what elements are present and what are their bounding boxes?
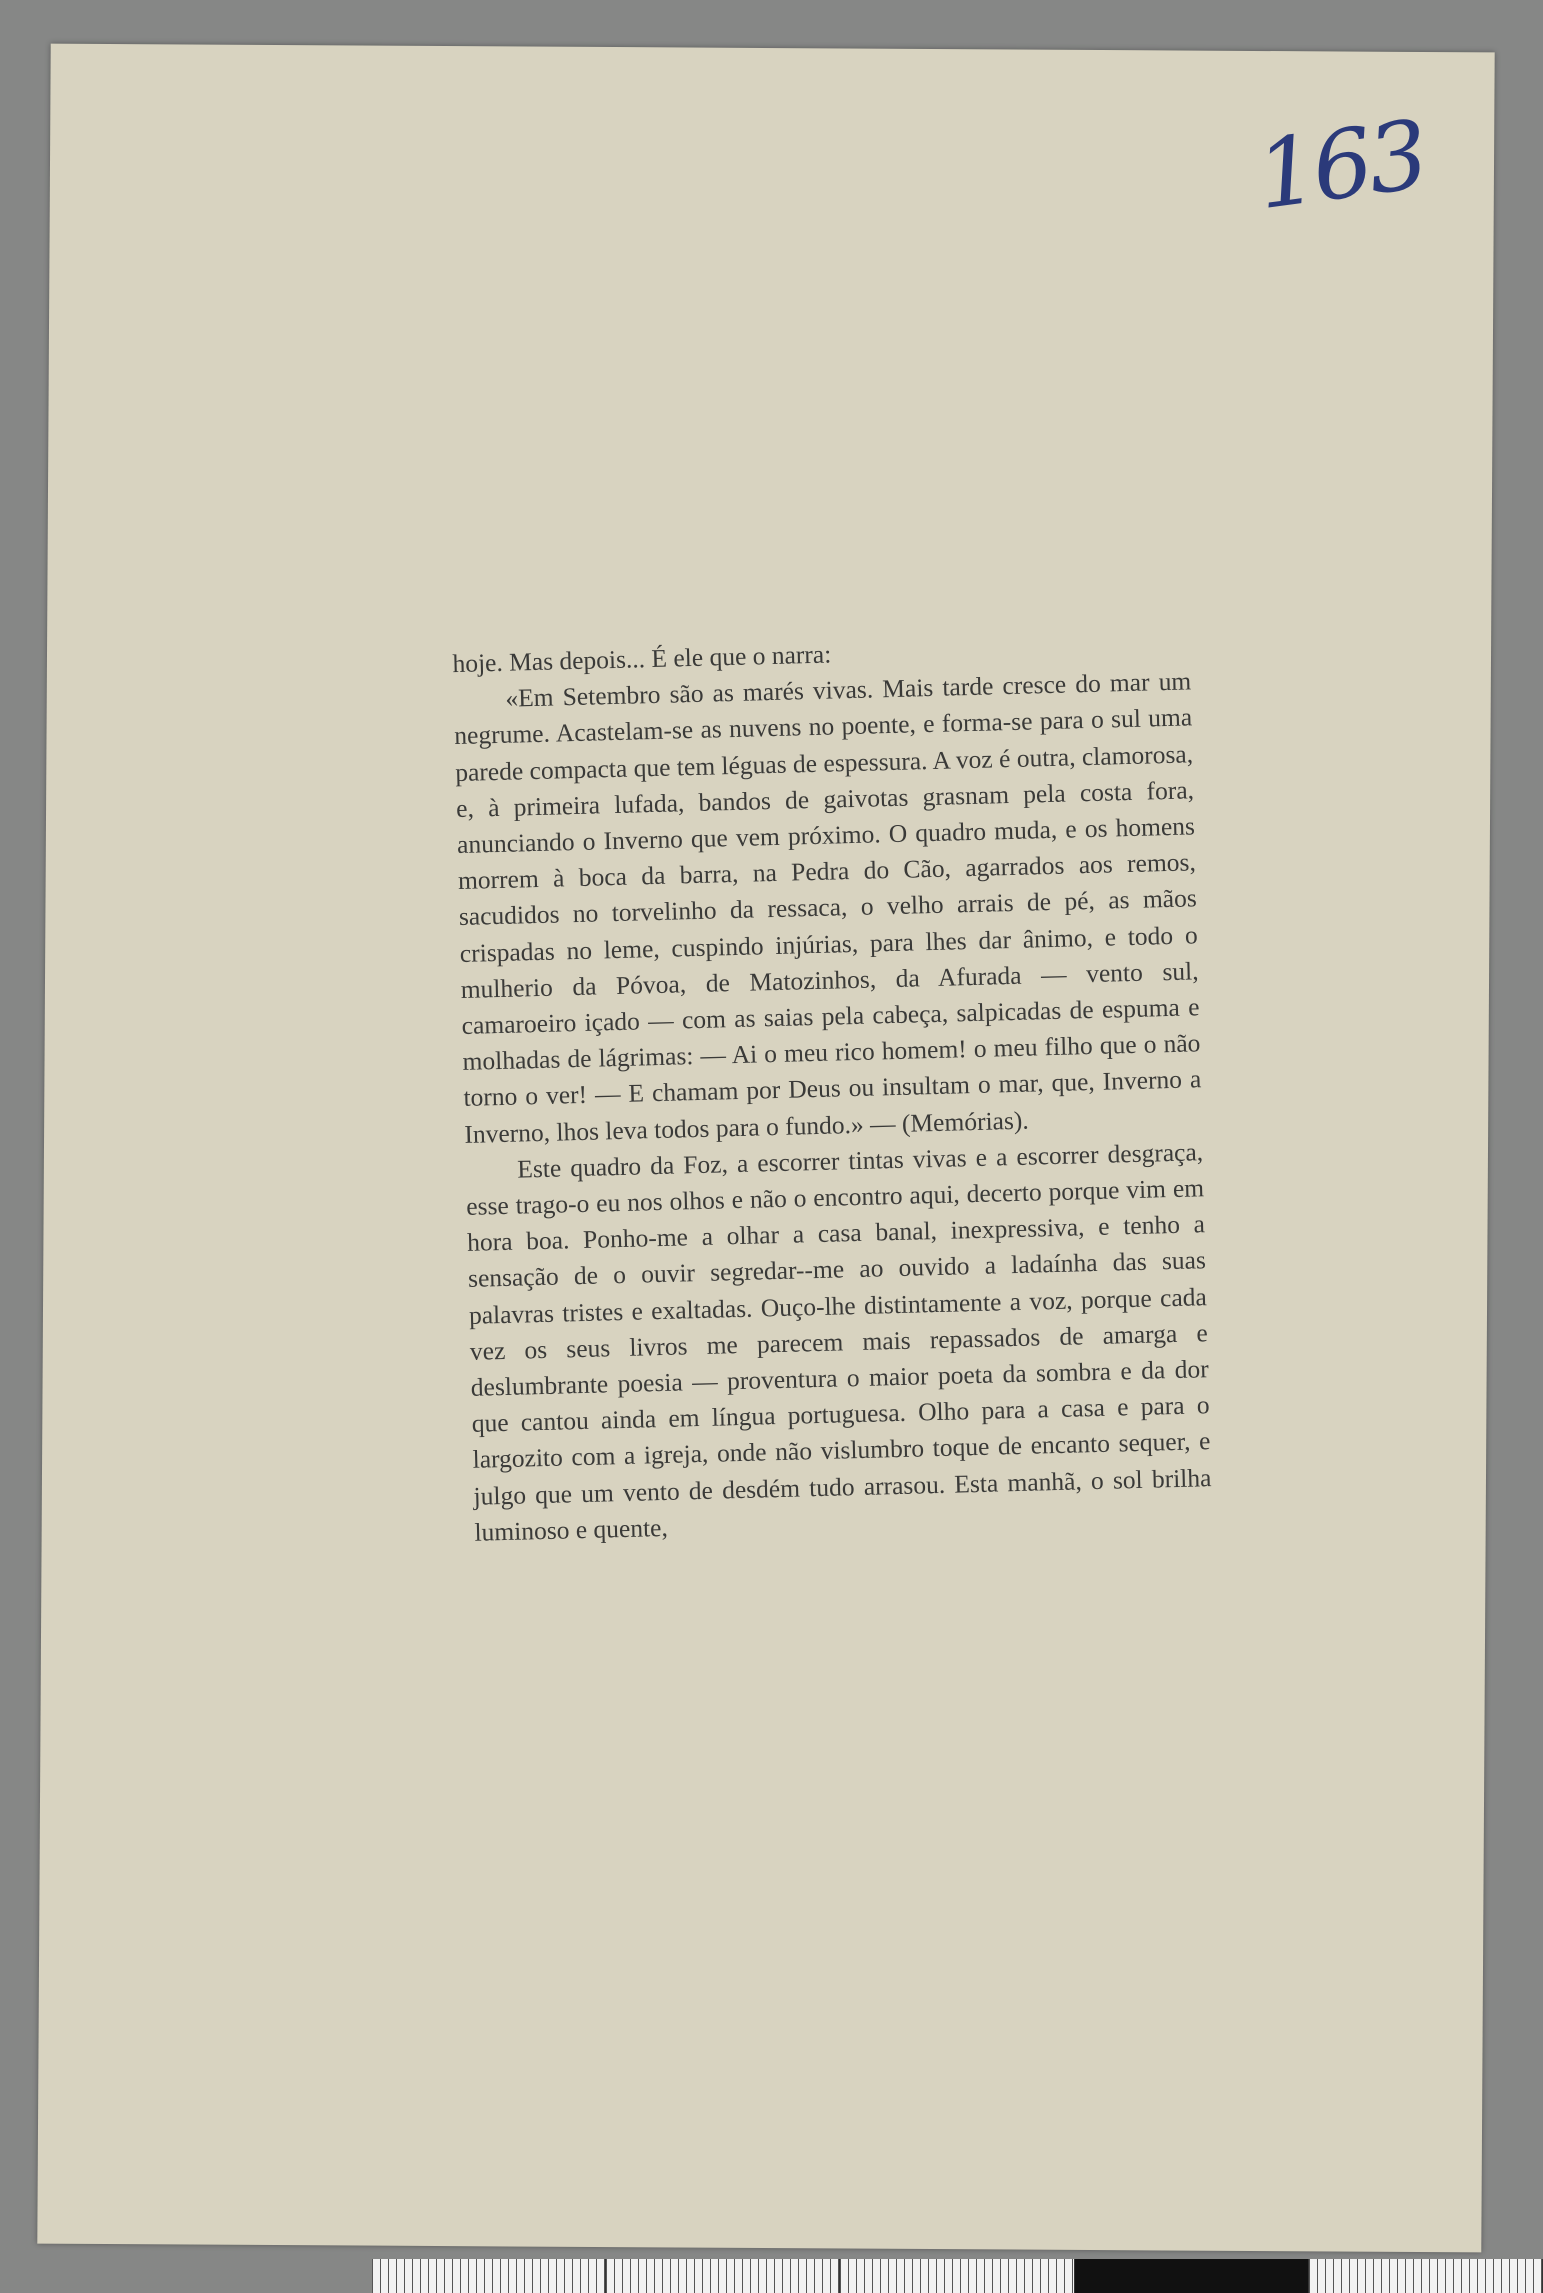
ruler-segment	[606, 2259, 840, 2293]
color-scale-ruler	[372, 2259, 1543, 2293]
ruler-segment	[840, 2259, 1074, 2293]
paragraph: Este quadro da Foz, a escorrer tintas vivas e a escorrer desgraça, esse trago-o eu nos olhos e não o encontro aqui, decerto porque vim em hora boa. Ponho-me a olhar a casa banal, inexpressiva, e tenho a sensação de o ouvir segredar--me ao ouvido a ladaínha das suas palavras tristes e exaltadas. Ouço-lhe distintamente a voz, porque cada vez os seus livros me parecem mais repassados de amarga e deslumbrante poesia — proventura o maior poeta da sombra e da dor que cantou ainda em língua portuguesa. Olho para a casa e para o largozito com a igreja, onde não vislumbro toque de encanto sequer, e julgo que um vento de desdém tudo arrasou. Esta manhã, o sol brilha luminoso e quente,	[465, 1137, 1212, 1547]
ruler-segment	[1309, 2259, 1543, 2293]
paragraph: «Em Setembro são as marés vivas. Mais tarde cresce do mar um negrume. Acastelam-se as nuvens no poente, e forma-se para o sul uma parede compacta que tem léguas de espessura. A voz é outra, clamorosa, e, à primeira lufada, bandos de gaivotas grasnam pela costa fora, anunciando o Inverno que vem próximo. O quadro muda, e os homens morrem à boca da barra, na Pedra do Cão, agarrados aos remos, sacudidos no torvelinho da ressaca, o velho arrais de pé, as mãos crispadas no leme, cuspindo injúrias, para lhes dar ânimo, e todo o mulherio da Póvoa, de Matozinhos, da Afurada — vento sul, camaroeiro içado — com as saias pela cabeça, salpicadas de espuma e molhadas de lágrimas: — Ai o meu rico homem! o meu filho que o não torno o ver! — E chamam por Deus ou insultam o mar, que, Inverno a Inverno, lhos leva todos para o fundo.» — (Memórias).	[453, 666, 1202, 1149]
paragraph: hoje. Mas depois... É ele que o narra:	[452, 639, 832, 679]
document-page	[37, 44, 1494, 2253]
ruler-segment	[372, 2259, 606, 2293]
folio-number: 163	[1250, 100, 1431, 232]
body-text	[452, 627, 1213, 1550]
ruler-segment	[1075, 2259, 1309, 2293]
